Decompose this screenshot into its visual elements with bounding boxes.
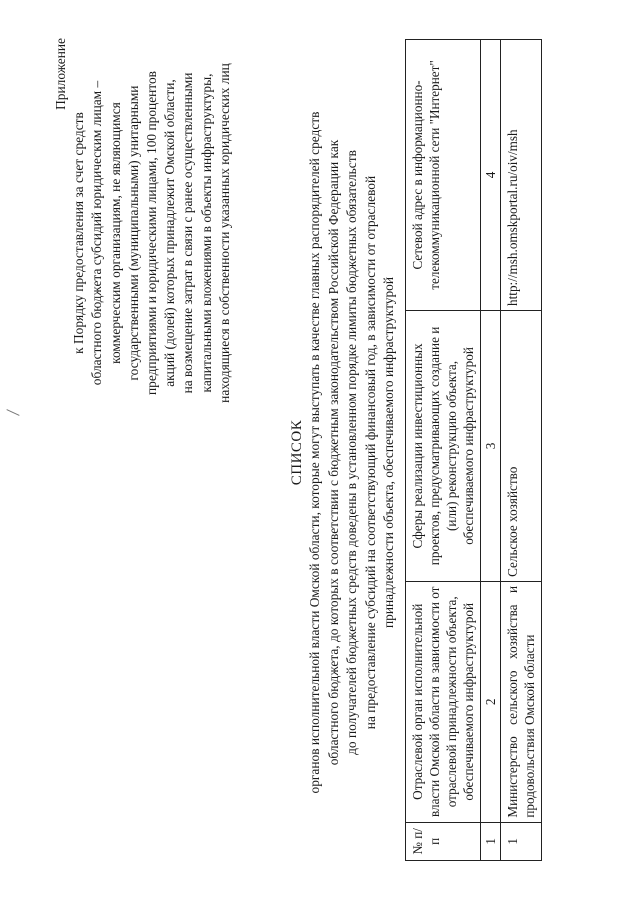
appendix-line: акций (долей) которых принадлежит Омской области,: [162, 79, 178, 387]
row-url: http://msh.omskportal.ru/oiv/msh: [501, 40, 542, 311]
subtitle-line: до получателей бюджетных средств доведены в установленном порядке лимиты бюджетных обязательств: [344, 150, 360, 755]
column-numbers-row: [481, 40, 501, 861]
appendix-line: областного бюджета субсидий юридическим лицам –: [89, 80, 105, 386]
row-organ: Министерство сельского хозяйства и продовольствия Омской области: [501, 581, 542, 822]
appendix-line: находящиеся в собственности указанных юридических лиц: [216, 63, 232, 403]
appendix-line: коммерческим организациям, не являющимся: [107, 102, 123, 364]
appendix-line: капитальными вложениями в объекты инфраструктуры,: [198, 73, 214, 393]
subtitle-line: принадлежности объекта, обеспечиваемого инфраструктурой: [381, 276, 397, 629]
document-title: СПИСОК: [289, 419, 305, 486]
header-sphere: Сферы реализации инвестиционных проектов, предусматривающих создание и (или) реконструкцию объекта, обеспечиваемого инфраструктурой: [406, 310, 481, 581]
subtitle-line: на предоставление субсидий на соответствующий финансовый год, в зависимости от отраслевой: [362, 175, 378, 730]
table-row: [501, 40, 542, 861]
appendix-header: [52, 38, 234, 428]
column-number: 3: [481, 310, 501, 581]
appendix-line: государственными (муниципальными) унитарными: [125, 85, 141, 381]
subtitle-line: органов исполнительной власти Омской области, которые могут выступать в качестве главных распорядителей средств: [307, 111, 322, 794]
header-number: № п/п: [406, 822, 481, 860]
column-number: 4: [481, 40, 501, 311]
appendix-line: предприятиями и юридическими лицами, 100 процентов: [144, 70, 160, 396]
appendix-line: к Порядку предоставления за счет средств: [71, 112, 87, 354]
header-organ: Отраслевой орган исполнительной власти Омской области в зависимости от отраслевой принадлежности объекта, обеспечиваемого инфраструктурой: [406, 581, 481, 822]
row-number: 1: [501, 822, 542, 860]
scan-mark: [6, 409, 19, 416]
table-header-row: [406, 40, 481, 861]
document-subtitle: [306, 40, 399, 865]
column-number: 1: [481, 822, 501, 860]
appendix-line: на возмещение затрат в связи с ранее осуществленными: [180, 72, 196, 394]
appendix-label: Приложение: [53, 38, 68, 110]
subtitle-line: областного бюджета, до которых в соответствии с бюджетным законодательством Российской Федерации как: [325, 139, 341, 766]
organs-table: [405, 39, 542, 861]
header-url: Сетевой адрес в информационно-телекоммуникационной сети "Интернет": [406, 40, 481, 311]
row-sphere: Сельское хозяйство: [501, 310, 542, 581]
column-number: 2: [481, 581, 501, 822]
